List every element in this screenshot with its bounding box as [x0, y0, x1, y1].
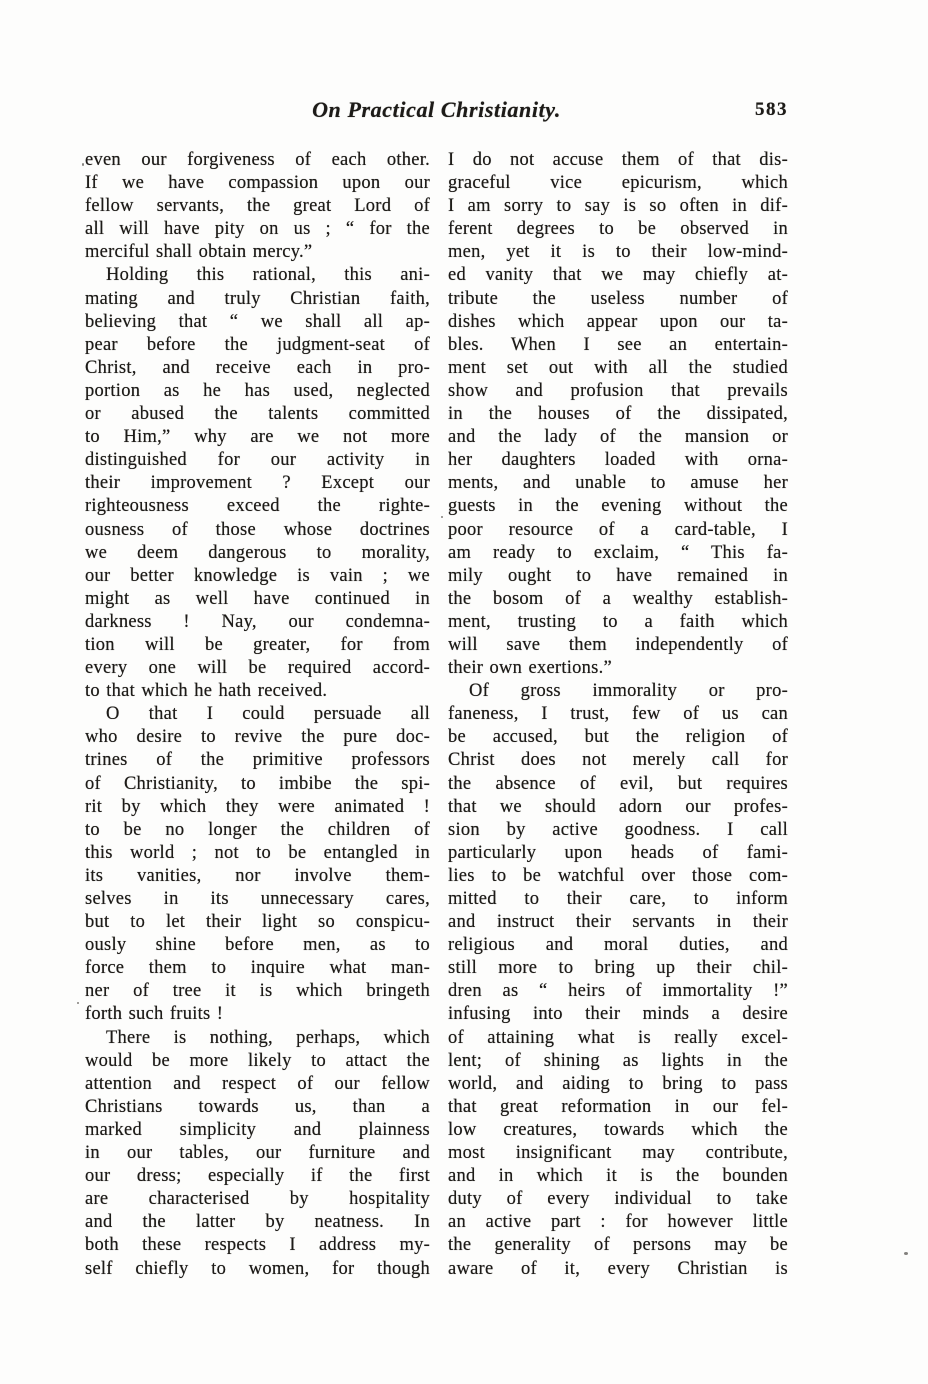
text-line: both these respects I address my- [85, 1235, 430, 1256]
text-line: ferent degrees to be observed in [448, 219, 788, 240]
text-line: attention and respect of our fellow [85, 1073, 430, 1094]
text-line: I do not accuse them of that dis- [448, 150, 788, 170]
text-line: rit by which they were animated ! [85, 796, 430, 817]
text-line: pear before the judgment-seat of [85, 334, 430, 355]
text-line: particularly upon heads of fami- [448, 842, 788, 863]
text-line: be accused, but the religion of [448, 727, 788, 748]
running-head-title: On Practical Christianity. [312, 97, 561, 122]
text-line: marked simplicity and plainness [85, 1119, 430, 1140]
text-line: portion as he has used, neglected [85, 380, 430, 401]
text-line: bles. When I see an entertain- [448, 334, 788, 355]
text-line: duty of every individual to take [448, 1189, 788, 1210]
page-number: 583 [755, 99, 788, 120]
text-line: ously shine before men, as to [85, 935, 430, 956]
text-line: Christ does not merely call for [448, 750, 788, 771]
text-line: and instruct their servants in their [448, 912, 788, 933]
text-line: graceful vice epicurism, which [448, 173, 788, 194]
text-line: our dress; especially if the first [85, 1166, 430, 1187]
text-line: are characterised by hospitality [85, 1189, 430, 1210]
text-line: of Christianity, to imbibe the spi- [85, 773, 430, 794]
text-line: every one will be required accord- [85, 658, 430, 679]
text-line: infusing into their minds a desire [448, 1004, 788, 1025]
text-line: lies to be watchful over those com- [448, 865, 788, 886]
text-line: poor resource of a card-table, I [448, 519, 788, 540]
text-line: ed vanity that we may chiefly at- [448, 265, 788, 286]
text-line: righteousness exceed the righte- [85, 496, 430, 517]
text-line: our better knowledge is vain ; we [85, 565, 430, 586]
text-line: Of gross immorality or pro- [469, 681, 788, 702]
text-line: men, yet it is to their low-mind- [448, 242, 788, 263]
text-line: an active part : for however little [448, 1212, 788, 1233]
text-line: lent; of shining as lights in the [448, 1050, 788, 1071]
text-line: ner of tree it is which bringeth [85, 981, 430, 1002]
text-line: guests in the evening without the [448, 496, 788, 517]
text-line: and in which it is the bounden [448, 1166, 788, 1187]
text-line: world, and aiding to bring to pass [448, 1073, 788, 1094]
ink-speck [77, 1002, 79, 1004]
text-line: to Him,” why are we not more [85, 427, 430, 448]
text-line: religious and moral duties, and [448, 935, 788, 956]
text-line: Christians towards us, than a [85, 1096, 430, 1117]
text-line: I am sorry to say is so often in dif- [448, 196, 788, 217]
text-line: dren as “ heirs of immortality !” [448, 981, 788, 1002]
text-line: There is nothing, perhaps, which [106, 1027, 430, 1048]
text-line: would be more likely to attact the [85, 1050, 430, 1071]
text-line: and the lady of the mansion or [448, 427, 788, 448]
text-line: aware of it, every Christian is [448, 1258, 788, 1279]
text-line: show and profusion that prevails [448, 380, 788, 401]
text-line: will save them independently of [448, 634, 788, 655]
text-column-right [448, 149, 788, 1281]
text-line: their own exertions.” [448, 658, 612, 679]
text-line: still more to bring up their chil- [448, 958, 788, 979]
ink-speck [904, 1252, 908, 1255]
text-line: the absence of evil, but requires [448, 773, 788, 794]
text-line: who desire to revive the pure doc- [85, 727, 430, 748]
text-line: the generality of persons may be [448, 1235, 788, 1256]
text-line: but to let their light so conspicu- [85, 912, 430, 933]
text-line: and the latter by neatness. In [85, 1212, 430, 1233]
text-line: its vanities, nor involve them- [85, 865, 430, 886]
text-line: low creatures, towards which the [448, 1119, 788, 1140]
text-line: distinguished for our activity in [85, 450, 430, 471]
text-line: dishes which appear upon our ta- [448, 311, 788, 332]
text-line: O that I could persuade all [106, 704, 430, 725]
text-line: merciful shall obtain mercy.” [85, 242, 313, 263]
text-line: believing that “ we shall all ap- [85, 311, 430, 332]
text-line: to be no longer the children of [85, 819, 430, 840]
text-line: might as well have continued in [85, 588, 430, 609]
text-line: sion by active goodness. I call [448, 819, 788, 840]
text-line: in our tables, our furniture and [85, 1143, 430, 1164]
text-line: selves in its unnecessary cares, [85, 889, 430, 909]
text-line: the bosom of a wealthy establish- [448, 588, 788, 609]
text-line: trines of the primitive professors [85, 750, 430, 771]
text-line: tribute the useless number of [448, 288, 788, 309]
text-line: force them to inquire what man- [85, 958, 430, 979]
text-line: forth such fruits ! [85, 1004, 224, 1025]
text-column-left [85, 149, 430, 1281]
text-line: Christ, and receive each in pro- [85, 357, 430, 378]
ink-speck [441, 516, 443, 518]
text-line: their improvement ? Except our [85, 473, 430, 494]
text-line: self chiefly to women, for though [85, 1258, 430, 1279]
text-line: Holding this rational, this ani- [106, 265, 430, 286]
text-line: tion will be greater, for from [85, 634, 430, 655]
text-line: fellow servants, the great Lord of [85, 196, 430, 217]
text-line: ment, trusting to a faith which [448, 611, 788, 632]
text-line: this world ; not to be entangled in [85, 842, 430, 863]
text-line: all will have pity on us ; “ for the [85, 219, 430, 240]
text-line: in the houses of the dissipated, [448, 404, 788, 425]
text-line: mating and truly Christian faith, [85, 288, 430, 309]
text-line: faneness, I trust, few of us can [448, 704, 788, 725]
text-line: am ready to exclaim, “ This fa- [448, 542, 788, 563]
page-header [85, 97, 788, 129]
text-line: mitted to their care, to inform [448, 889, 788, 909]
text-line: ousness of those whose doctrines [85, 519, 430, 540]
text-line: of attaining what is really excel- [448, 1027, 788, 1048]
text-line: most insignificant may contribute, [448, 1143, 788, 1164]
text-line: we deem dangerous to morality, [85, 542, 430, 563]
text-line: mily ought to have remained in [448, 565, 788, 586]
text-body [85, 149, 788, 1281]
text-line: her daughters loaded with orna- [448, 450, 788, 471]
text-line: or abused the talents committed [85, 404, 430, 425]
text-line: ment set out with all the studied [448, 357, 788, 378]
ink-speck [82, 163, 84, 166]
text-line: that great reformation in our fel- [448, 1096, 788, 1117]
text-line: darkness ! Nay, our condemna- [85, 611, 430, 632]
text-line: If we have compassion upon our [85, 173, 430, 194]
text-line: to that which he hath received. [85, 681, 328, 702]
text-line: that we should adorn our profes- [448, 796, 788, 817]
text-line: ments, and unable to amuse her [448, 473, 788, 494]
text-line: even our forgiveness of each other. [85, 150, 430, 170]
